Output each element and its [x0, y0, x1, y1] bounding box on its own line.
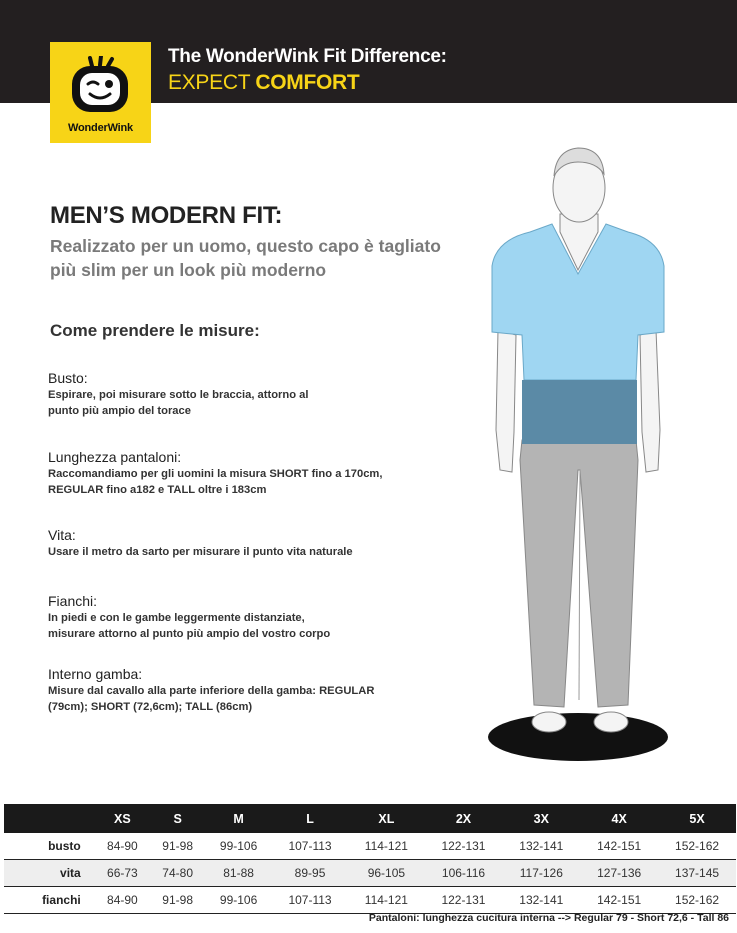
figure-base	[488, 713, 668, 761]
section-text	[48, 611, 448, 642]
section-line: Usare il metro da sarto per misurare il punto vita naturale	[48, 546, 353, 558]
table-cell: 117-126	[502, 860, 580, 887]
section-title: Fianchi:	[48, 593, 98, 609]
table-cell: 99-106	[205, 833, 272, 860]
figure-right-arm	[640, 330, 660, 472]
table-cell: 137-145	[658, 860, 736, 887]
table-cell: 107-113	[272, 887, 348, 914]
table-cell: 122-131	[425, 887, 503, 914]
section-line: REGULAR fino a182 e TALL oltre i 183cm	[48, 483, 267, 496]
section-title: Busto:	[48, 370, 88, 386]
section-text	[48, 545, 448, 561]
page-subtitle: Realizzato per un uomo, questo capo è tagliato più slim per un look più moderno	[50, 236, 441, 280]
section-line: (79cm); SHORT (72,6cm); TALL (86cm)	[48, 700, 253, 713]
table-cell: 152-162	[658, 887, 736, 914]
table-cell: 74-80	[150, 860, 205, 887]
section-text	[48, 684, 448, 715]
table-cell: 142-151	[580, 887, 658, 914]
section-line: In piedi e con le gambe leggermente distanziate,	[48, 612, 305, 624]
page-title: MEN’S MODERN FIT:	[50, 202, 283, 229]
section-busto	[48, 370, 448, 419]
table-cell: 122-131	[425, 833, 503, 860]
logo-wordmark: WonderWink	[68, 122, 133, 134]
section-line: Raccomandiamo per gli uomini la misura SHORT fino a 170cm,	[48, 468, 383, 480]
table-cell: 91-98	[150, 833, 205, 860]
header-cell: 5X	[658, 804, 736, 833]
banner-title: The WonderWink Fit Difference:	[168, 46, 447, 67]
table-cell: 132-141	[502, 887, 580, 914]
table-cell: 114-121	[348, 887, 424, 914]
header-cell: L	[272, 804, 348, 833]
section-line: misurare attorno al punto più ampio del vostro corpo	[48, 627, 331, 640]
section-title: Interno gamba:	[48, 666, 143, 682]
table-row	[4, 860, 736, 887]
table-cell: 84-90	[95, 887, 150, 914]
model-figure-illustration	[478, 140, 688, 765]
table-row	[4, 887, 736, 914]
table-cell: 96-105	[348, 860, 424, 887]
row-label: vita	[4, 860, 95, 887]
row-label: fianchi	[4, 887, 95, 914]
header-cell: M	[205, 804, 272, 833]
table-cell: 84-90	[95, 833, 150, 860]
table-cell: 114-121	[348, 833, 424, 860]
figure-left-arm	[496, 330, 516, 472]
section-title: Lunghezza pantaloni:	[48, 449, 182, 465]
size-table	[4, 804, 736, 914]
measure-heading: Come prendere le misure:	[50, 321, 260, 340]
table-cell: 81-88	[205, 860, 272, 887]
table-cell: 127-136	[580, 860, 658, 887]
table-cell: 91-98	[150, 887, 205, 914]
figure-waist-band	[522, 380, 637, 444]
header-cell	[4, 804, 95, 833]
header-cell: 2X	[425, 804, 503, 833]
table-cell: 152-162	[658, 833, 736, 860]
table-row	[4, 833, 736, 860]
header-cell: S	[150, 804, 205, 833]
header-cell: XL	[348, 804, 424, 833]
section-lunghezza	[48, 449, 448, 498]
section-interno-gamba	[48, 666, 448, 715]
table-footnote: Pantaloni: lunghezza cucitura interna --> Regular 79 - Short 72,6 - Tall 86	[368, 912, 729, 924]
tagline-prefix: EXPECT	[168, 71, 256, 94]
winking-face-icon	[68, 56, 132, 114]
table-cell: 106-116	[425, 860, 503, 887]
section-text	[48, 388, 448, 419]
wonderwink-logo	[50, 42, 151, 143]
table-cell: 142-151	[580, 833, 658, 860]
table-cell: 89-95	[272, 860, 348, 887]
section-line: Espirare, poi misurare sotto le braccia, attorno al	[48, 389, 309, 401]
table-cell: 66-73	[95, 860, 150, 887]
section-line: punto più ampio del torace	[48, 404, 191, 417]
size-table-header	[4, 804, 736, 833]
section-title: Vita:	[48, 527, 76, 543]
header-cell: 4X	[580, 804, 658, 833]
section-fianchi	[48, 593, 448, 642]
table-cell: 99-106	[205, 887, 272, 914]
table-cell: 107-113	[272, 833, 348, 860]
tagline-highlight: COMFORT	[255, 71, 360, 94]
header-cell: 3X	[502, 804, 580, 833]
table-cell: 132-141	[502, 833, 580, 860]
section-line: Misure dal cavallo alla parte inferiore della gamba: REGULAR	[48, 685, 375, 697]
section-vita	[48, 527, 448, 561]
banner-tagline	[168, 71, 359, 95]
section-text	[48, 467, 448, 498]
header-cell: XS	[95, 804, 150, 833]
row-label: busto	[4, 833, 95, 860]
